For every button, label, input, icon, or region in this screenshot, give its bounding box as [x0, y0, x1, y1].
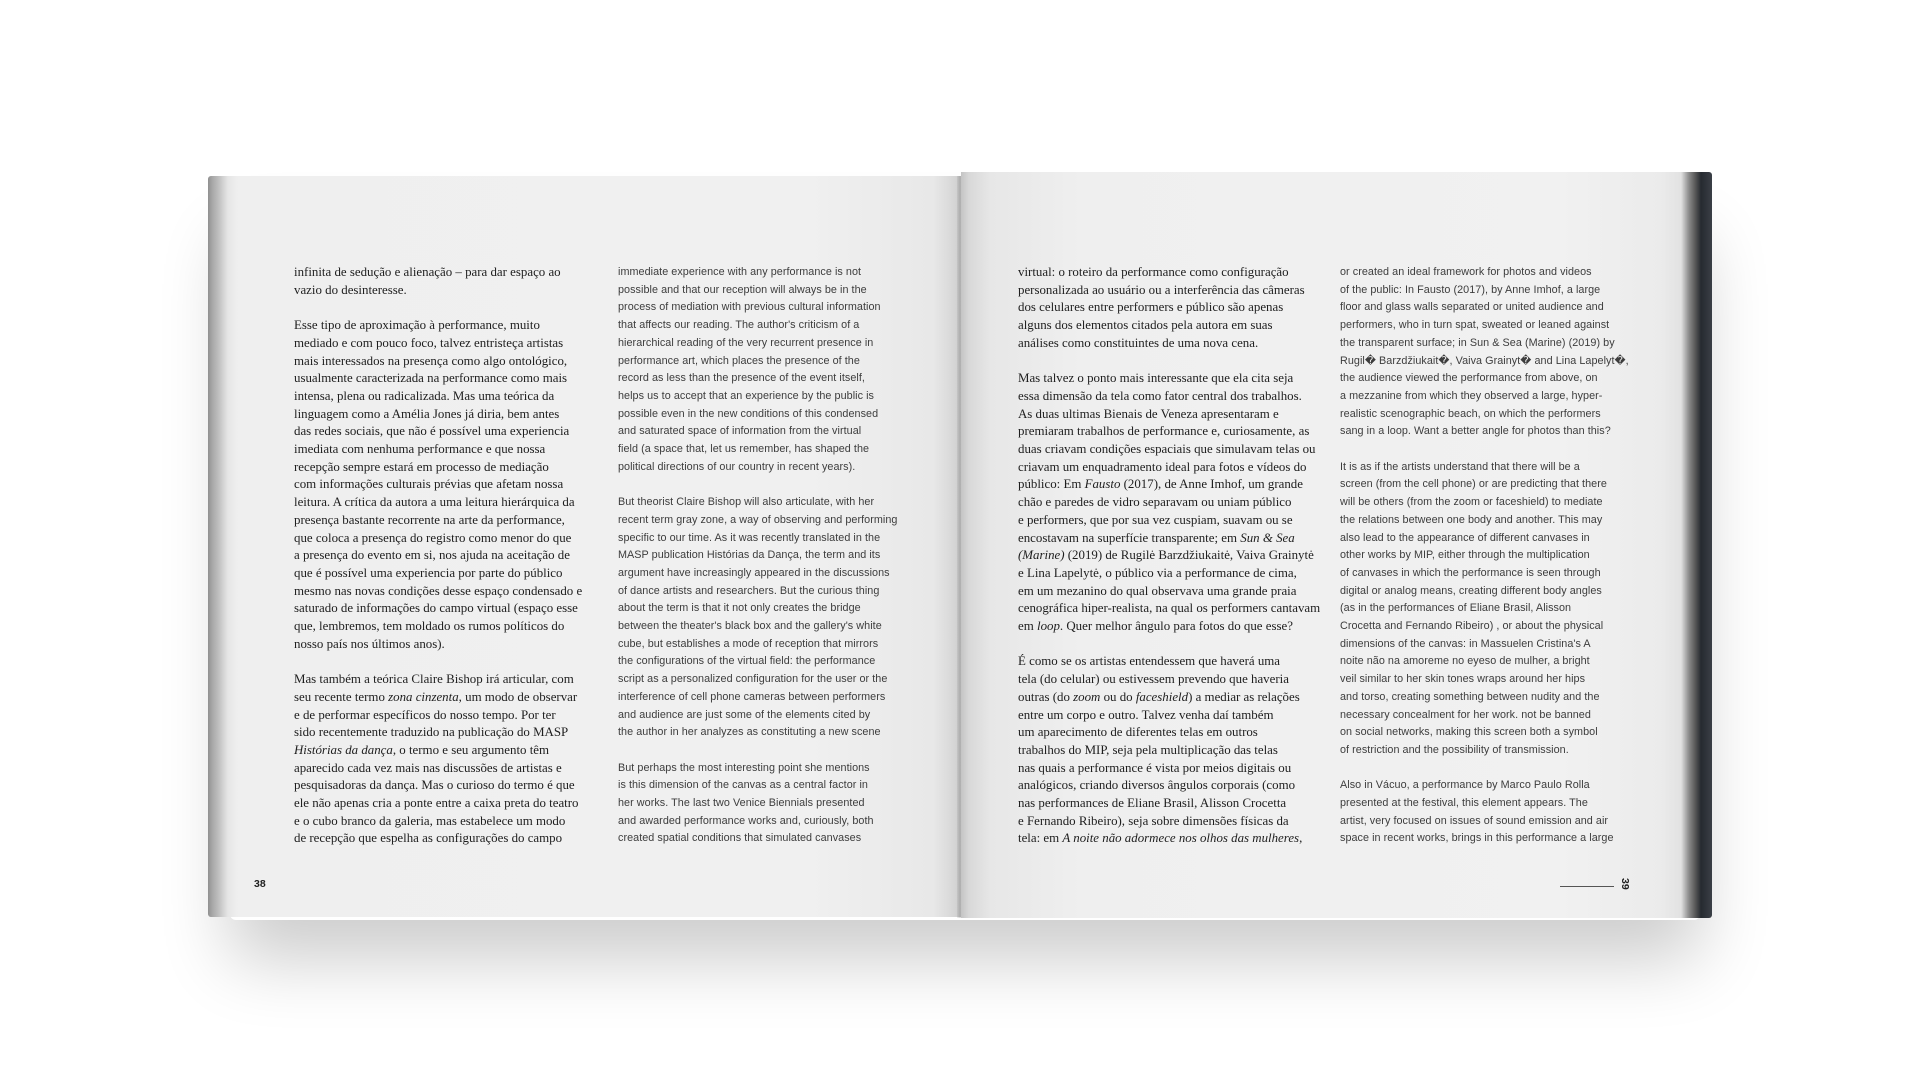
text-line: other works by MIP, either through the multiplication: [1340, 549, 1590, 562]
text-line: performers, who in turn spat, sweated or leaned against: [1340, 319, 1610, 332]
text-line: that affects our reading. The author's criticism of a: [618, 319, 860, 332]
text-line: [294, 636, 604, 654]
text-line: [1018, 282, 1330, 300]
paragraph: [1340, 459, 1655, 760]
text-line: [294, 583, 604, 601]
text-segment: mesmo nas novas condições desse espaço condensado e: [294, 583, 583, 598]
text-line: [1018, 423, 1330, 441]
text-line: [1018, 813, 1330, 831]
text-segment: presença bastante recorrente na arte da performance,: [294, 512, 565, 527]
text-line: [1018, 707, 1330, 725]
text-segment: usualmente caracterizada na performance como mais: [294, 371, 568, 386]
text-segment: alguns dos elementos citados pela autora em suas: [1018, 318, 1273, 333]
text-segment: e de performar específicos do nosso tempo. Por ter: [294, 707, 556, 722]
text-segment: de recepção que espelha as configurações do campo: [294, 831, 563, 846]
text-line: record as less than the presence of the event itself,: [618, 372, 865, 385]
text-line: [1018, 565, 1330, 583]
text-segment: recepção sempre estará em processo de mediação: [294, 459, 549, 474]
text-line: of restriction and the possibility of transmission.: [1340, 743, 1569, 756]
text-segment: ,: [1299, 831, 1303, 846]
text-line: field (a space that, let us remember, has shaped the: [618, 443, 870, 456]
text-line: of dance artists and researchers. But the curious thing: [618, 584, 880, 597]
text-line: about the term is that it not only creates the bridge: [618, 602, 861, 615]
text-segment: imediata com nenhuma performance e que nossa: [294, 442, 546, 457]
text-line: and awarded performance works and, curiously, both: [618, 814, 874, 827]
text-segment: público: Em: [1018, 477, 1085, 492]
text-line: Also in Vácuo, a performance by Marco Paulo Rolla: [1340, 779, 1590, 792]
text-line: argument have increasingly appeared in the discussions: [618, 566, 890, 579]
text-line: floor and glass walls separated or united audience and: [1340, 301, 1604, 314]
text-line: [294, 459, 604, 477]
text-line: [1018, 795, 1330, 813]
text-line: [1018, 689, 1330, 707]
right-page-column-1: [1018, 264, 1330, 866]
italic-text: Fausto: [1084, 477, 1121, 492]
text-line: [294, 317, 604, 335]
text-line: possible even in the new conditions of this condensed: [618, 407, 879, 420]
text-line: [294, 530, 604, 548]
text-segment: analógicos, criando diversos ângulos corporais (como: [1018, 778, 1296, 793]
text-segment: nas performances de Eliane Brasil, Alisson Crocetta: [1018, 796, 1287, 811]
text-line: interference of cell phone cameras between performers: [618, 690, 886, 703]
text-line: [294, 795, 604, 813]
text-line: [294, 830, 604, 848]
text-line: [1018, 530, 1330, 548]
text-line: [294, 760, 604, 778]
right-page: [961, 172, 1712, 918]
text-segment: duas criavam condições espaciais que simulavam telas ou: [1018, 442, 1316, 457]
text-segment: a presença do evento em si, nos ajuda na aceitação de: [294, 548, 570, 563]
text-segment: vazio do desinteresse.: [294, 282, 407, 297]
text-segment: nosso país nos últimos anos).: [294, 636, 445, 651]
text-line: created spatial conditions that simulated canvases: [618, 832, 862, 845]
text-line: [1018, 724, 1330, 742]
text-segment: criavam um enquadramento ideal para fotos e vídeos do: [1018, 459, 1307, 474]
text-line: between the theater's black box and the gallery's white: [618, 620, 882, 633]
text-segment: premiaram trabalhos de performance e, curiosamente, as: [1018, 424, 1310, 439]
text-line: [1018, 441, 1330, 459]
text-line: [294, 689, 604, 707]
text-line: Rugil� Barzdžiukait�, Vaiva Grainyt� and Lina Lapelyt�,: [1340, 354, 1629, 367]
italic-text: loop: [1036, 619, 1060, 634]
text-line: digital or analog means, creating different body angles: [1340, 584, 1602, 597]
text-line: immediate experience with any performance is not: [618, 266, 862, 278]
text-line: (as in the performances of Eliane Brasil, Alisson: [1340, 602, 1572, 615]
text-segment: ) a mediar as relações: [1188, 689, 1300, 704]
text-line: will be others (from the zoom or faceshield) to mediate: [1340, 496, 1603, 509]
text-line: recent term gray zone, a way of observing and performing: [618, 513, 898, 526]
text-segment: dos celulares entre performers e público são apenas: [1018, 300, 1284, 315]
text-segment: nas quais a performance é vista por meios digitais ou: [1018, 760, 1292, 775]
text-line: [294, 777, 604, 795]
text-line: [294, 370, 604, 388]
paragraph: [618, 264, 928, 476]
text-line: [1018, 653, 1330, 671]
text-line: [294, 282, 604, 300]
text-segment: saturado de informações do campo virtual (espaço esse: [294, 601, 578, 616]
text-segment: e o cubo branco da galeria, mas estabelece um modo: [294, 813, 566, 828]
text-segment: As duas ultimas Bienais de Veneza apresentaram e: [1018, 406, 1279, 421]
text-line: [1018, 600, 1330, 618]
text-line: realistic scenographic beach, on which the performers: [1340, 407, 1601, 420]
text-line: [1018, 264, 1330, 282]
left-page-column-2: [618, 264, 928, 866]
italic-text: (Marine): [1018, 548, 1065, 563]
text-line: necessary concealment for her work. not be banned: [1340, 708, 1591, 721]
text-segment: tela (do celular) ou estivessem prevendo que haveria: [1018, 672, 1289, 687]
text-segment: e Lina Lapelytė, o público via a performance de cima,: [1018, 565, 1297, 580]
text-segment: seu recente termo: [294, 689, 389, 704]
text-segment: que coloca a presença do registro como menor do que: [294, 530, 572, 545]
text-segment: das redes sociais, que não é possível uma experiencia: [294, 424, 570, 439]
text-segment: encostavam na superfície transparente; em: [1018, 530, 1241, 545]
paragraph: [618, 494, 928, 742]
page-number-right: 39: [1619, 878, 1631, 890]
text-line: [1018, 406, 1330, 424]
text-line: But theorist Claire Bishop will also articulate, with her: [618, 496, 875, 509]
text-line: [294, 813, 604, 831]
text-segment: Esse tipo de aproximação à performance, muito: [294, 318, 540, 333]
text-line: [294, 547, 604, 565]
page-number-left: 38: [254, 878, 266, 890]
text-line: the relations between one body and another. This may: [1340, 513, 1603, 526]
text-segment: personalizada ao usuário ou a interferência das câmeras: [1018, 282, 1305, 297]
text-segment: , o termo e seu argumento têm: [392, 742, 550, 757]
text-line: space in recent works, brings in this performance a large: [1340, 832, 1614, 845]
text-line: cube, but establishes a mode of reception that mirrors: [618, 637, 879, 650]
text-segment: com informações culturais prévias que afetam nossa: [294, 477, 564, 492]
paragraph: [1018, 653, 1330, 848]
text-segment: leitura. A crítica da autora a uma leitura hierárquica da: [294, 495, 575, 510]
text-line: [294, 476, 604, 494]
text-line: the audience viewed the performance from above, on: [1340, 372, 1598, 385]
text-segment: entre um corpo e outro. Talvez venha daí também: [1018, 707, 1274, 722]
left-page: [208, 176, 961, 917]
text-line: [294, 512, 604, 530]
text-segment: ele não apenas cria a ponte entre a caixa preta do teatro: [294, 796, 579, 811]
text-segment: cenográfica hiper-realista, na qual os performers cantavam: [1018, 601, 1321, 616]
text-line: [294, 335, 604, 353]
text-line: [1018, 760, 1330, 778]
paragraph: [1340, 264, 1655, 441]
text-line: of the public: In Fausto (2017), by Anne Imhof, a large: [1340, 283, 1601, 296]
paragraph: [294, 264, 604, 299]
text-segment: pesquisadoras da dança. Mas o curioso do termo é que: [294, 778, 575, 793]
text-line: [1018, 459, 1330, 477]
text-line: [1018, 671, 1330, 689]
text-line: [1018, 494, 1330, 512]
text-line: Crocetta and Fernando Ribeiro) , or about the physical: [1340, 620, 1604, 633]
text-line: of canvases in which the performance is seen through: [1340, 566, 1601, 579]
text-line: presented at the festival, this element appears. The: [1340, 797, 1588, 810]
paragraph: [618, 760, 928, 849]
text-line: [294, 600, 604, 618]
footer-rule: [1560, 886, 1614, 887]
italic-text: zona cinzenta: [388, 689, 459, 704]
text-line: [1018, 512, 1330, 530]
text-line: [1018, 335, 1330, 353]
text-segment: chão e paredes de vidro separavam ou uniam público: [1018, 495, 1292, 510]
text-segment: , um modo de observar: [458, 689, 578, 704]
text-line: [294, 707, 604, 725]
text-line: [1018, 547, 1330, 565]
text-segment: (2017), de Anne Imhof, um grande: [1120, 477, 1303, 492]
paragraph: [1018, 264, 1330, 353]
text-segment: um aparecimento de diferentes telas em outros: [1018, 725, 1258, 740]
text-line: noite não na amoreme no eyeso de mulher, a bright: [1340, 655, 1590, 668]
text-line: [294, 264, 604, 282]
left-page-column-1: [294, 264, 604, 866]
text-segment: Mas também a teórica Claire Bishop irá articular, com: [294, 672, 574, 687]
text-segment: aparecido cada vez mais nas discussões de artistas e: [294, 760, 562, 775]
text-segment: mais interessados na presença como algo ontológico,: [294, 353, 568, 368]
text-segment: essa dimensão da tela como fator central dos trabalhos.: [1018, 388, 1302, 403]
text-line: [1018, 370, 1330, 388]
text-segment: e performers, que por sua vez cuspiam, suavam ou se: [1018, 512, 1293, 527]
text-line: the configurations of the virtual field: the performance: [618, 655, 876, 668]
text-line: [1018, 583, 1330, 601]
text-line: [294, 353, 604, 371]
text-line: or created an ideal framework for photos and videos: [1340, 266, 1592, 278]
italic-text: Histórias da dança: [294, 742, 393, 757]
text-line: [1018, 742, 1330, 760]
text-line: [294, 423, 604, 441]
text-line: MASP publication Histórias da Dança, the term and its: [618, 549, 881, 562]
text-segment: e Fernando Ribeiro), seja sobre dimensões físicas da: [1018, 813, 1289, 828]
text-segment: trabalhos do MIP, seja pela multiplicação das telas: [1018, 742, 1278, 757]
text-line: [294, 618, 604, 636]
text-line: dimensions of the canvas: in Massuelen Cristina's A: [1340, 637, 1591, 650]
text-line: But perhaps the most interesting point she mentions: [618, 761, 870, 774]
text-line: the author in her analyzes as constituting a new scene: [618, 726, 881, 739]
text-line: [1018, 476, 1330, 494]
text-line: screen (from the cell phone) or are predicting that there: [1340, 478, 1607, 491]
text-line: hierarchical reading of the very recurrent presence in: [618, 336, 874, 349]
text-line: is this dimension of the canvas as a central factor in: [618, 779, 868, 792]
text-line: It is as if the artists understand that there will be a: [1340, 460, 1580, 473]
paragraph: [294, 671, 604, 848]
text-line: also lead to the appearance of different canvases in: [1340, 531, 1590, 544]
text-line: political directions of our country in recent years).: [618, 460, 856, 473]
text-line: and audience are just some of the elements cited by: [618, 708, 871, 721]
text-segment: em um mezanino do qual observava uma grande praia: [1018, 583, 1297, 598]
text-segment: sido recentemente traduzido na publicação do MASP: [294, 725, 569, 740]
text-line: sang in a loop. Want a better angle for photos than this?: [1340, 425, 1611, 438]
text-line: script as a personalized configuration for the user or the: [618, 673, 888, 686]
text-segment: ou do: [1100, 689, 1136, 704]
italic-text: Sun & Sea: [1240, 530, 1295, 545]
text-line: [294, 441, 604, 459]
text-line: [294, 406, 604, 424]
paragraph: [294, 317, 604, 653]
text-segment: virtual: o roteiro da performance como configuração: [1018, 265, 1289, 279]
text-line: [1018, 777, 1330, 795]
text-segment: (2019) de Rugilė Barzdžiukaitė, Vaiva Grainytė: [1064, 548, 1314, 563]
text-line: performance art, which places the presence of the: [618, 354, 860, 367]
text-line: [1018, 299, 1330, 317]
text-line: and saturated space of information from the virtual: [618, 425, 862, 438]
text-line: a mezzanine from which they observed a large, hyper-: [1340, 389, 1603, 402]
text-segment: . Quer melhor ângulo para fotos do que esse?: [1059, 619, 1293, 634]
text-segment: linguagem como a Amélia Jones já diria, bem antes: [294, 406, 560, 421]
right-page-column-2: [1340, 264, 1655, 866]
text-line: [294, 388, 604, 406]
italic-text: faceshield: [1135, 689, 1189, 704]
text-segment: em: [1018, 619, 1037, 634]
text-line: [294, 742, 604, 760]
text-line: [1018, 830, 1330, 848]
italic-text: A noite não adormece nos olhos das mulheres: [1062, 831, 1300, 846]
text-line: [1018, 388, 1330, 406]
italic-text: zoom: [1073, 689, 1101, 704]
text-segment: tela: em: [1018, 831, 1063, 846]
text-line: specific to our time. As it was recently translated in the: [618, 531, 881, 544]
text-line: the transparent surface; in Sun & Sea (Marine) (2019) by: [1340, 336, 1615, 349]
text-line: [1018, 317, 1330, 335]
text-line: veil similar to her skin tones wraps around her hips: [1340, 673, 1586, 686]
text-segment: intensa, plena ou radicalizada. Mas uma teórica da: [294, 388, 555, 403]
text-line: and torso, creating something between nudity and the: [1340, 690, 1600, 703]
text-segment: É como se os artistas entendessem que haverá uma: [1018, 654, 1281, 669]
text-line: [294, 565, 604, 583]
text-line: [294, 494, 604, 512]
text-segment: que, lembremos, tem moldado os rumos políticos do: [294, 619, 565, 634]
text-line: helps us to accept that an experience by the public is: [618, 389, 874, 402]
text-segment: infinita de sedução e alienação – para dar espaço ao: [294, 265, 561, 279]
text-segment: mediado e com pouco foco, talvez entristeça artistas: [294, 335, 564, 350]
paragraph: [1340, 777, 1655, 848]
text-segment: análises como constituintes de uma nova cena.: [1018, 335, 1259, 350]
text-line: possible and that our reception will always be in the: [618, 283, 867, 296]
paragraph: [1018, 370, 1330, 636]
text-segment: que é possível uma experiencia por parte do público: [294, 565, 563, 580]
text-segment: Mas talvez o ponto mais interessante que ela cita seja: [1018, 371, 1294, 386]
text-line: [294, 671, 604, 689]
text-segment: outras (do: [1018, 689, 1074, 704]
text-line: [1018, 618, 1330, 636]
text-line: [294, 724, 604, 742]
text-line: process of mediation with previous cultural information: [618, 301, 881, 314]
text-line: her works. The last two Venice Biennials presented: [618, 797, 865, 810]
text-line: artist, very focused on issues of sound emission and air: [1340, 814, 1609, 827]
text-line: on social networks, making this screen both a symbol: [1340, 726, 1598, 739]
